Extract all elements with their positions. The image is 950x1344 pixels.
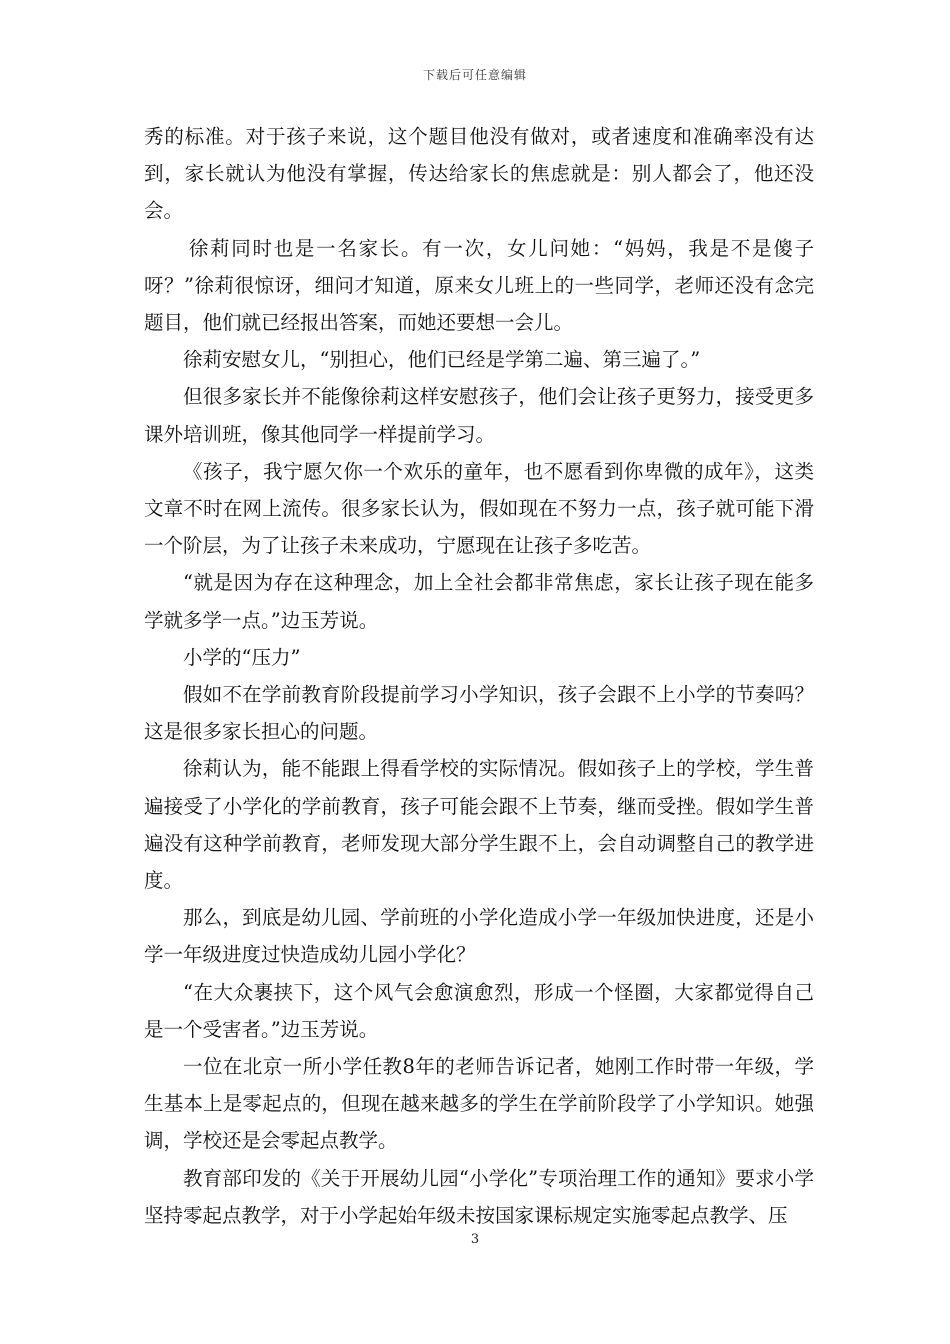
paragraph: 假如不在学前教育阶段提前学习小学知识，孩子会跟不上小学的节奏吗？这是很多家长担心的问题。 [144, 683, 814, 744]
paragraph-continuation: 秀的标准。对于孩子来说，这个题目他没有做对，或者速度和准确率没有达到，家长就认为他没有掌握，传达给家长的焦虑就是：别人都会了，他还没会。 [144, 125, 814, 223]
document-body [144, 118, 814, 1234]
paragraph: 徐莉认为，能不能跟上得看学校的实际情况。假如孩子上的学校，学生普遍接受了小学化的学前教育，孩子可能会跟不上节奏，继而受挫。假如学生普遍没有这种学前教育，老师发现大部分学生跟不上，会自动调整自己的教学进度。 [144, 757, 814, 893]
paragraph: “在大众裹挟下，这个风气会愈演愈烈，形成一个怪圈，大家都觉得自己是一个受害者。”边玉芳说。 [144, 980, 814, 1041]
paragraph: “就是因为存在这种理念，加上全社会都非常焦虑，家长让孩子现在能多学就多学一点。”边玉芳说。 [144, 571, 814, 632]
page-number: 3 [470, 1232, 480, 1247]
page-header: 下载后可任意编辑 [422, 68, 527, 82]
paragraph: 徐莉同时也是一名家长。有一次，女儿问她：“妈妈，我是不是傻子呀？”徐莉很惊讶，细问才知道，原来女儿班上的一些同学，老师还没有念完题目，他们就已经报出答案，而她还要想一会儿。 [144, 236, 814, 335]
section-heading: 小学的“压力” [183, 645, 301, 669]
paragraph: 徐莉安慰女儿，“别担心，他们已经是学第二遍、第三遍了。” [183, 348, 701, 372]
paragraph: 教育部印发的《关于开展幼儿园“小学化”专项治理工作的通知》要求小学坚持零起点教学，对于小学起始年级未按国家课标规定实施零起点教学、压 [144, 1166, 814, 1227]
paragraph: 一位在北京一所小学任教8年的老师告诉记者，她刚工作时带一年级，学生基本上是零起点的，但现在越来越多的学生在学前阶段学了小学知识。她强调，学校还是会零起点教学。 [144, 1055, 814, 1153]
paragraph: 但很多家长并不能像徐莉这样安慰孩子，他们会让孩子更努力，接受更多课外培训班，像其他同学一样提前学习。 [144, 385, 814, 446]
paragraph: 那么，到底是幼儿园、学前班的小学化造成小学一年级加快进度，还是小学一年级进度过快造成幼儿园小学化？ [144, 906, 814, 967]
paragraph: 《孩子，我宁愿欠你一个欢乐的童年，也不愿看到你卑微的成年》，这类文章不时在网上流传。很多家长认为，假如现在不努力一点，孩子就可能下滑一个阶层，为了让孩子未来成功，宁愿现在让孩子多吃苦。 [144, 459, 814, 558]
